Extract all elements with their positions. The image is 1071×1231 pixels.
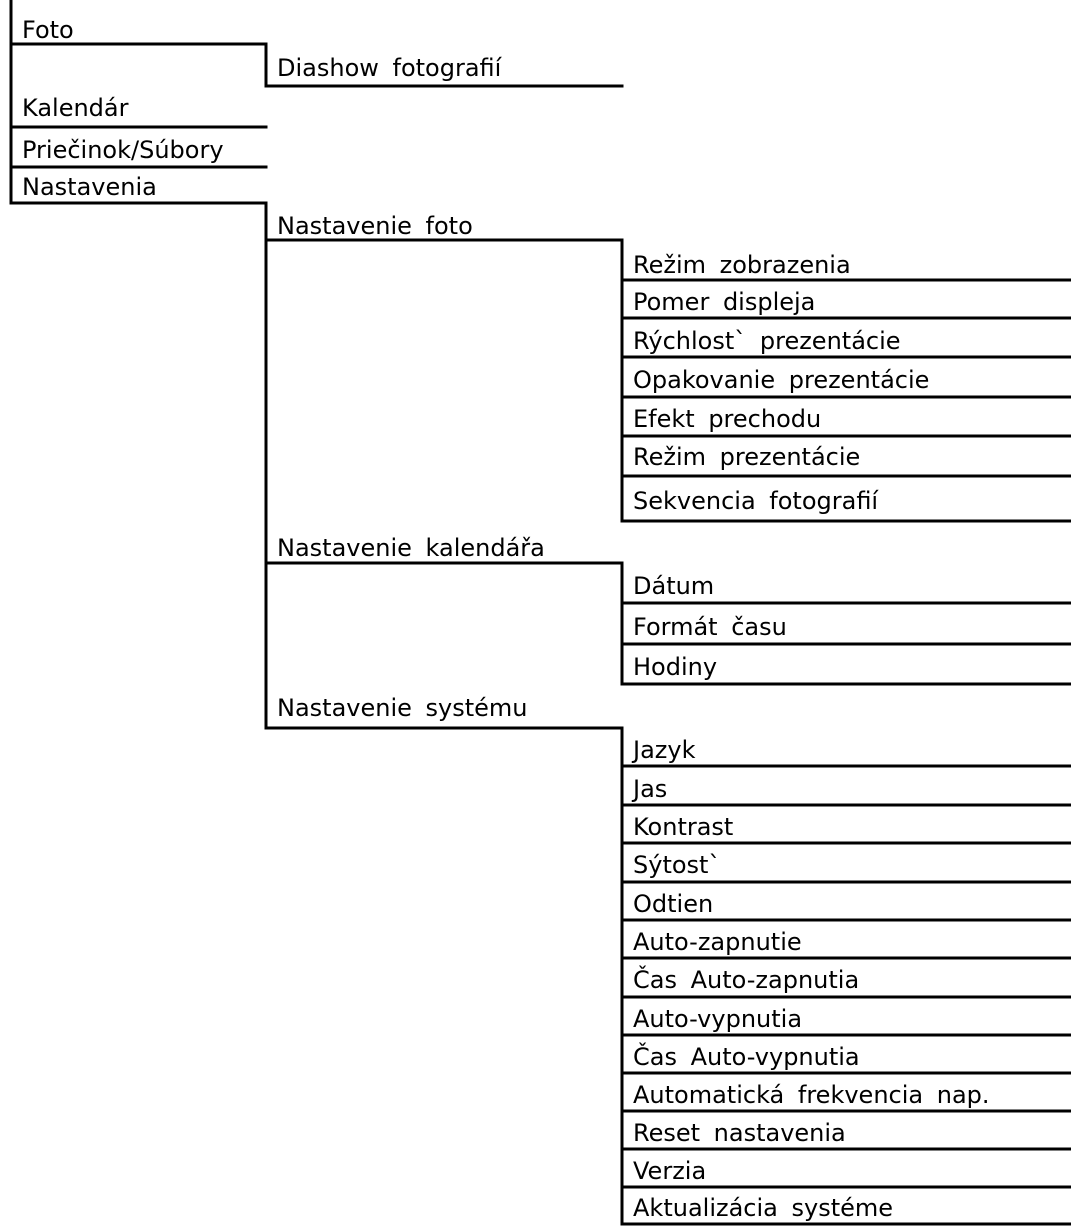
menu-item-cas-auto-zapnutia[interactable]: Čas Auto-zapnutia bbox=[633, 966, 860, 994]
menu-item-rezim-prezentacie[interactable]: Režim prezentácie bbox=[633, 443, 861, 471]
menu-item-nastavenia[interactable]: Nastavenia bbox=[22, 173, 157, 201]
menu-item-automaticka-frekvencia[interactable]: Automatická frekvencia nap. bbox=[633, 1081, 990, 1109]
menu-item-rezim-zobrazenia[interactable]: Režim zobrazenia bbox=[633, 251, 851, 279]
menu-item-rychlost-prezentacie[interactable]: Rýchlost` prezentácie bbox=[633, 327, 901, 355]
menu-item-auto-zapnutie[interactable]: Auto-zapnutie bbox=[633, 928, 802, 956]
menu-item-datum[interactable]: Dátum bbox=[633, 572, 715, 600]
menu-item-kalendar[interactable]: Kalendár bbox=[22, 94, 129, 122]
menu-item-nastavenie-foto[interactable]: Nastavenie foto bbox=[277, 212, 473, 240]
tree-labels bbox=[22, 16, 990, 1222]
menu-item-odtien[interactable]: Odtien bbox=[633, 890, 714, 918]
tree-connectors bbox=[11, 0, 1071, 1224]
menu-item-nastavenie-kalendara[interactable]: Nastavenie kalendářa bbox=[277, 534, 545, 562]
menu-item-diashow-fotografii[interactable]: Diashow fotografií bbox=[277, 54, 502, 82]
menu-item-hodiny[interactable]: Hodiny bbox=[633, 653, 718, 681]
menu-item-sytost[interactable]: Sýtost` bbox=[633, 851, 721, 879]
menu-item-cas-auto-vypnutia[interactable]: Čas Auto-vypnutia bbox=[633, 1043, 860, 1071]
menu-item-foto[interactable]: Foto bbox=[22, 16, 74, 44]
menu-item-nastavenie-systemu[interactable]: Nastavenie systému bbox=[277, 694, 528, 722]
menu-item-format-casu[interactable]: Formát času bbox=[633, 613, 787, 641]
menu-item-reset-nastavenia[interactable]: Reset nastavenia bbox=[633, 1119, 846, 1147]
menu-item-pomer-displeja[interactable]: Pomer displeja bbox=[633, 288, 816, 316]
menu-item-priecinok-subory[interactable]: Priečinok/Súbory bbox=[22, 136, 224, 164]
menu-item-kontrast[interactable]: Kontrast bbox=[633, 813, 734, 841]
menu-item-aktualizacia-systeme[interactable]: Aktualizácia systéme bbox=[633, 1194, 894, 1222]
menu-item-efekt-prechodu[interactable]: Efekt prechodu bbox=[633, 405, 822, 433]
menu-item-jazyk[interactable]: Jazyk bbox=[633, 736, 696, 764]
menu-item-auto-vypnutia[interactable]: Auto-vypnutia bbox=[633, 1005, 803, 1033]
menu-item-sekvencia-fotografii[interactable]: Sekvencia fotografií bbox=[633, 487, 879, 515]
menu-item-opakovanie-prezentacie[interactable]: Opakovanie prezentácie bbox=[633, 366, 930, 394]
menu-item-jas[interactable]: Jas bbox=[633, 775, 668, 803]
menu-item-verzia[interactable]: Verzia bbox=[633, 1157, 707, 1185]
